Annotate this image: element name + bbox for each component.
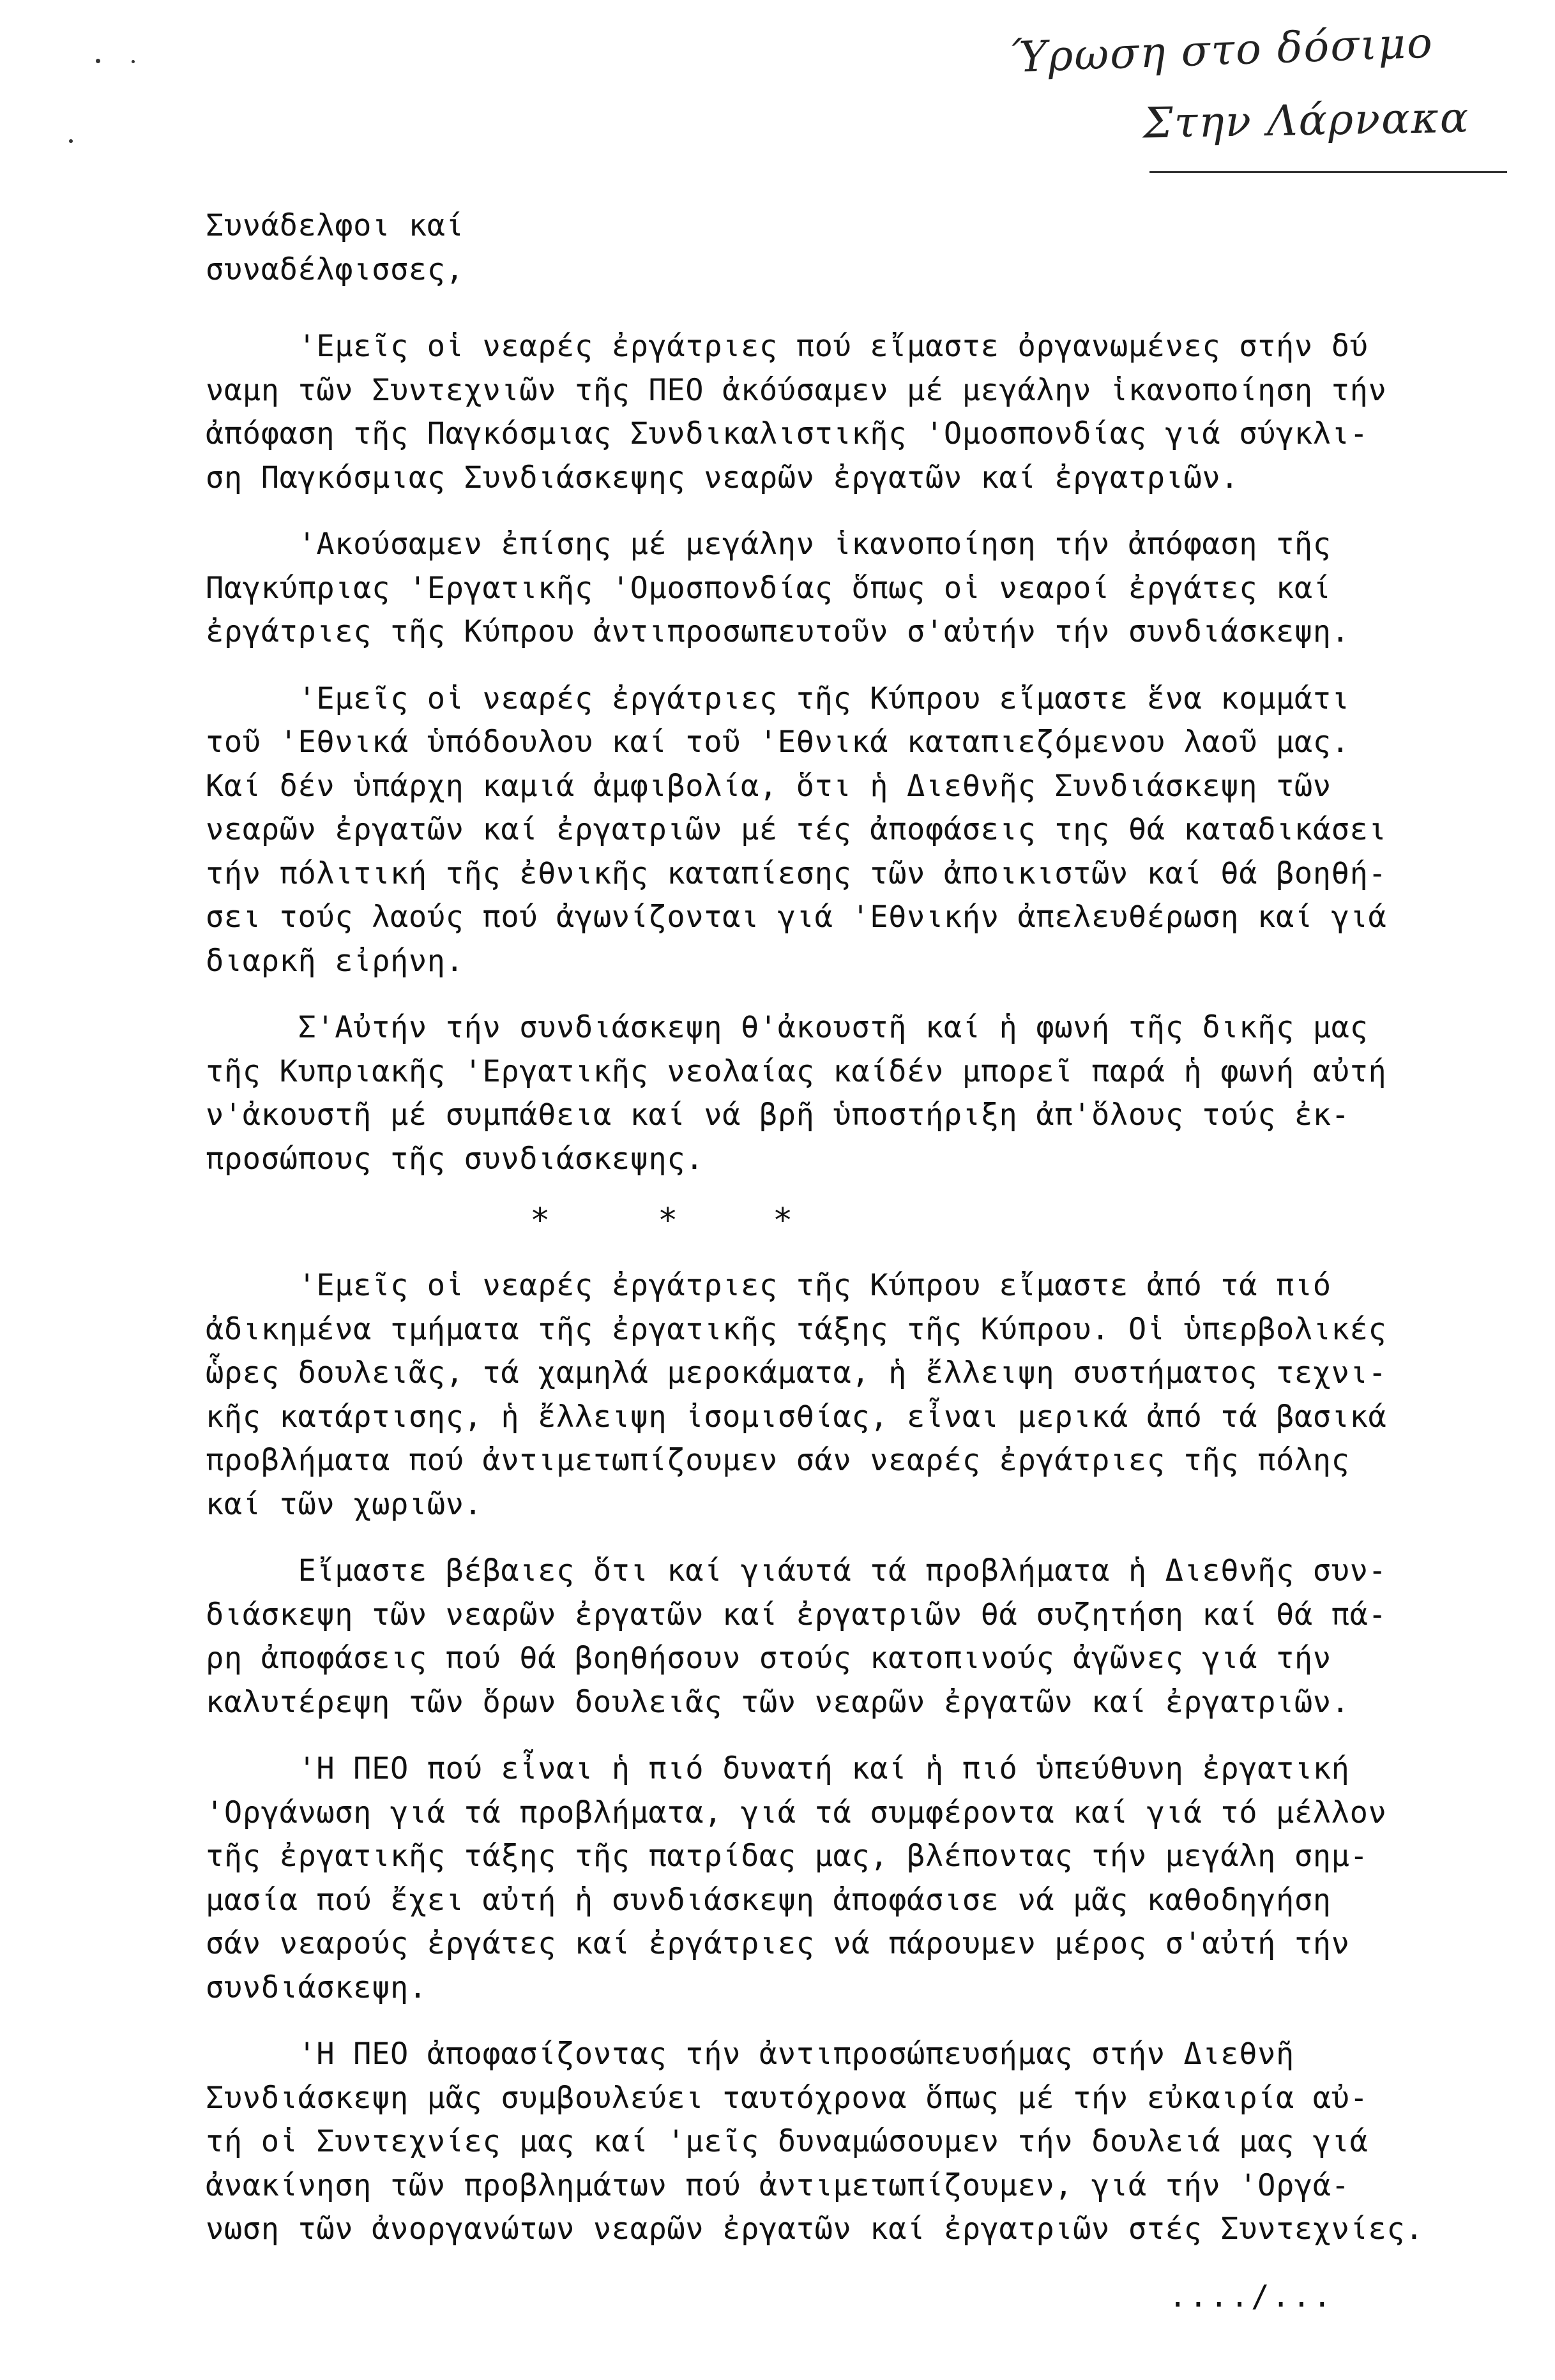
paragraph-7	[206, 1747, 1483, 2010]
paragraph-8	[206, 2033, 1483, 2252]
annotation-underline	[1149, 171, 1507, 173]
text-line: προβλήματα πού ἀντιμετωπίζουμεν σάν νεαρές ἐργάτριες τῆς πόλης	[206, 1443, 1350, 1478]
section-star: *	[773, 1201, 793, 1240]
page-continuation-mark: ..../...	[1169, 2279, 1334, 2314]
text-line: κῆς κατάρτισης, ἡ ἔλλειψη ἰσομισθίας, εἶναι μερικά ἀπό τά βασικά	[206, 1399, 1387, 1435]
text-line: ση Παγκόσμιας Συνδιάσκεψης νεαρῶν ἐργατῶν καί ἐργατριῶν.	[206, 460, 1240, 495]
text-line: ἐργάτριες τῆς Κύπρου ἀντιπροσωπευτοῦν σ'αὐτήν τήν συνδιάσκεψη.	[206, 614, 1350, 649]
text-line: διάσκεψη τῶν νεαρῶν ἐργατῶν καί ἐργατριῶν θά συζητήση καί θά πά-	[206, 1597, 1387, 1632]
text-line: διαρκῆ εἰρήνη.	[206, 943, 464, 979]
text-line: σάν νεαρούς ἐργάτες καί ἐργάτριες νά πάρουμεν μέρος σ'αὐτή τήν	[206, 1926, 1350, 1961]
text-line: ὧρες δουλειᾶς, τά χαμηλά μεροκάματα, ἡ ἔλλειψη συστήματος τεχνι-	[206, 1355, 1387, 1390]
annotation-line-1: Ύρωση στο δόσιμο	[1008, 18, 1434, 82]
text-line: τῆς ἐργατικῆς τάξης τῆς πατρίδας μας, βλέποντας τήν μεγάλη σημ-	[206, 1839, 1369, 1874]
text-line: 'Η ΠΕΟ πού εἶναι ἡ πιό δυνατή καί ἡ πιό ὑπεύθυνη ἐργατική	[206, 1751, 1350, 1786]
text-line: 'Η ΠΕΟ ἀποφασίζοντας τήν ἀντιπροσώπευσήμας στήν Διεθνῆ	[206, 2037, 1294, 2072]
ink-speck	[132, 60, 135, 63]
text-line: νωση τῶν ἀνοργανώτων νεαρῶν ἐργατῶν καί ἐργατριῶν στές Συντεχνίες.	[206, 2211, 1424, 2247]
paragraph-3	[206, 677, 1483, 984]
salutation	[206, 204, 1483, 292]
text-line: ναμη τῶν Συντεχνιῶν τῆς ΠΕΟ ἀκόύσαμεν μέ μεγάλην ἱκανοποίηση τήν	[206, 372, 1387, 408]
paragraph-2	[206, 523, 1483, 654]
paragraph-6	[206, 1549, 1483, 1724]
text-line: σει τούς λαούς πού ἀγωνίζονται γιά 'Εθνικήν ἀπελευθέρωση καί γιά	[206, 900, 1387, 935]
text-line: 'Εμεῖς οἱ νεαρές ἐργάτριες τῆς Κύπρου εἴμαστε ἀπό τά πιό	[206, 1268, 1331, 1303]
text-line: 'Εμεῖς οἱ νεαρές ἐργάτριες τῆς Κύπρου εἴμαστε ἕνα κομμάτι	[206, 681, 1350, 716]
text-line: ν'ἀκουστῆ μέ συμπάθεια καί νά βρῆ ὑποστήριξη ἀπ'ὅλους τούς ἐκ-	[206, 1097, 1350, 1133]
handwritten-annotation	[996, 19, 1520, 185]
text-line: τοῦ 'Εθνικά ὑπόδουλου καί τοῦ 'Εθνικά καταπιεζόμενου λαοῦ μας.	[206, 725, 1350, 760]
text-line: μασία πού ἔχει αὐτή ἡ συνδιάσκεψη ἀποφάσισε νά μᾶς καθοδηγήση	[206, 1882, 1331, 1918]
section-star: *	[658, 1201, 678, 1240]
text-line: συνδιάσκεψη.	[206, 1970, 427, 2005]
text-line: 'Εμεῖς οἱ νεαρές ἐργάτριες πού εἴμαστε ὀργανωμένες στήν δύ	[206, 329, 1369, 364]
paragraph-5	[206, 1264, 1483, 1526]
salutation-line: συναδέλφισσες,	[206, 252, 464, 287]
text-line: καί τῶν χωριῶν.	[206, 1486, 483, 1522]
paragraph-4	[206, 1006, 1483, 1181]
text-line: 'Ακούσαμεν ἐπίσης μέ μεγάλην ἱκανοποίηση τήν ἀπόφαση τῆς	[206, 527, 1331, 562]
text-line: τῆς Κυπριακῆς 'Εργατικῆς νεολαίας καίδέν μπορεῖ παρά ἡ φωνή αὐτή	[206, 1053, 1387, 1089]
text-line: προσώπους τῆς συνδιάσκεψης.	[206, 1141, 704, 1177]
text-line: νεαρῶν ἐργατῶν καί ἐργατριῶν μέ τές ἀποφάσεις της θά καταδικάσει	[206, 812, 1387, 847]
text-line: καλυτέρεψη τῶν ὅρων δουλειᾶς τῶν νεαρῶν ἐργατῶν καί ἐργατριῶν.	[206, 1684, 1350, 1720]
text-line: 'Οργάνωση γιά τά προβλήματα, γιά τά συμφέροντα καί γιά τό μέλλον	[206, 1795, 1387, 1830]
text-line: ἀπόφαση τῆς Παγκόσμιας Συνδικαλιστικῆς 'Ομοσπονδίας γιά σύγκλι-	[206, 416, 1369, 451]
text-line: Συνδιάσκεψη μᾶς συμβουλεύει ταυτόχρονα ὅπως μέ τήν εὐκαιρία αὐ-	[206, 2080, 1369, 2116]
salutation-line: Συνάδελφοι καί	[206, 208, 464, 243]
text-line: Καί δέν ὑπάρχη καμιά ἀμφιβολία, ὅτι ἡ Διεθνῆς Συνδιάσκεψη τῶν	[206, 768, 1331, 804]
text-line: τήν πόλιτική τῆς ἐθνικῆς καταπίεσης τῶν ἀποικιστῶν καί θά βοηθή-	[206, 855, 1387, 891]
text-line: ρη ἀποφάσεις πού θά βοηθήσουν στούς κατοπινούς ἀγῶνες γιά τήν	[206, 1641, 1331, 1676]
ink-speck	[69, 139, 73, 143]
text-line: Σ'Αὐτήν τήν συνδιάσκεψη θ'ἀκουστῆ καί ἡ φωνή τῆς δικῆς μας	[206, 1010, 1369, 1045]
text-line: Παγκύπριας 'Εργατικῆς 'Ομοσπονδίας ὅπως οἱ νεαροί ἐργάτες καί	[206, 570, 1331, 606]
ink-speck	[96, 59, 100, 63]
text-line: τή οἱ Συντεχνίες μας καί 'μεῖς δυναμώσουμεν τήν δουλειά μας γιά	[206, 2124, 1369, 2159]
text-line: ἀνακίνηση τῶν προβλημάτων πού ἀντιμετωπίζουμεν, γιά τήν 'Οργά-	[206, 2167, 1350, 2203]
letter-body	[206, 204, 1483, 2275]
section-break	[206, 1195, 1483, 1250]
section-star: *	[530, 1201, 550, 1240]
text-line: ἀδικημένα τμήματα τῆς ἐργατικῆς τάξης τῆς Κύπρου. Οἱ ὑπερβολικές	[206, 1311, 1387, 1347]
paragraph-1	[206, 325, 1483, 500]
text-line: Εἴμαστε βέβαιες ὅτι καί γιάυτά τά προβλήματα ἡ Διεθνῆς συν-	[206, 1553, 1387, 1588]
annotation-line-2: Στην Λάρνακα	[1142, 93, 1471, 148]
